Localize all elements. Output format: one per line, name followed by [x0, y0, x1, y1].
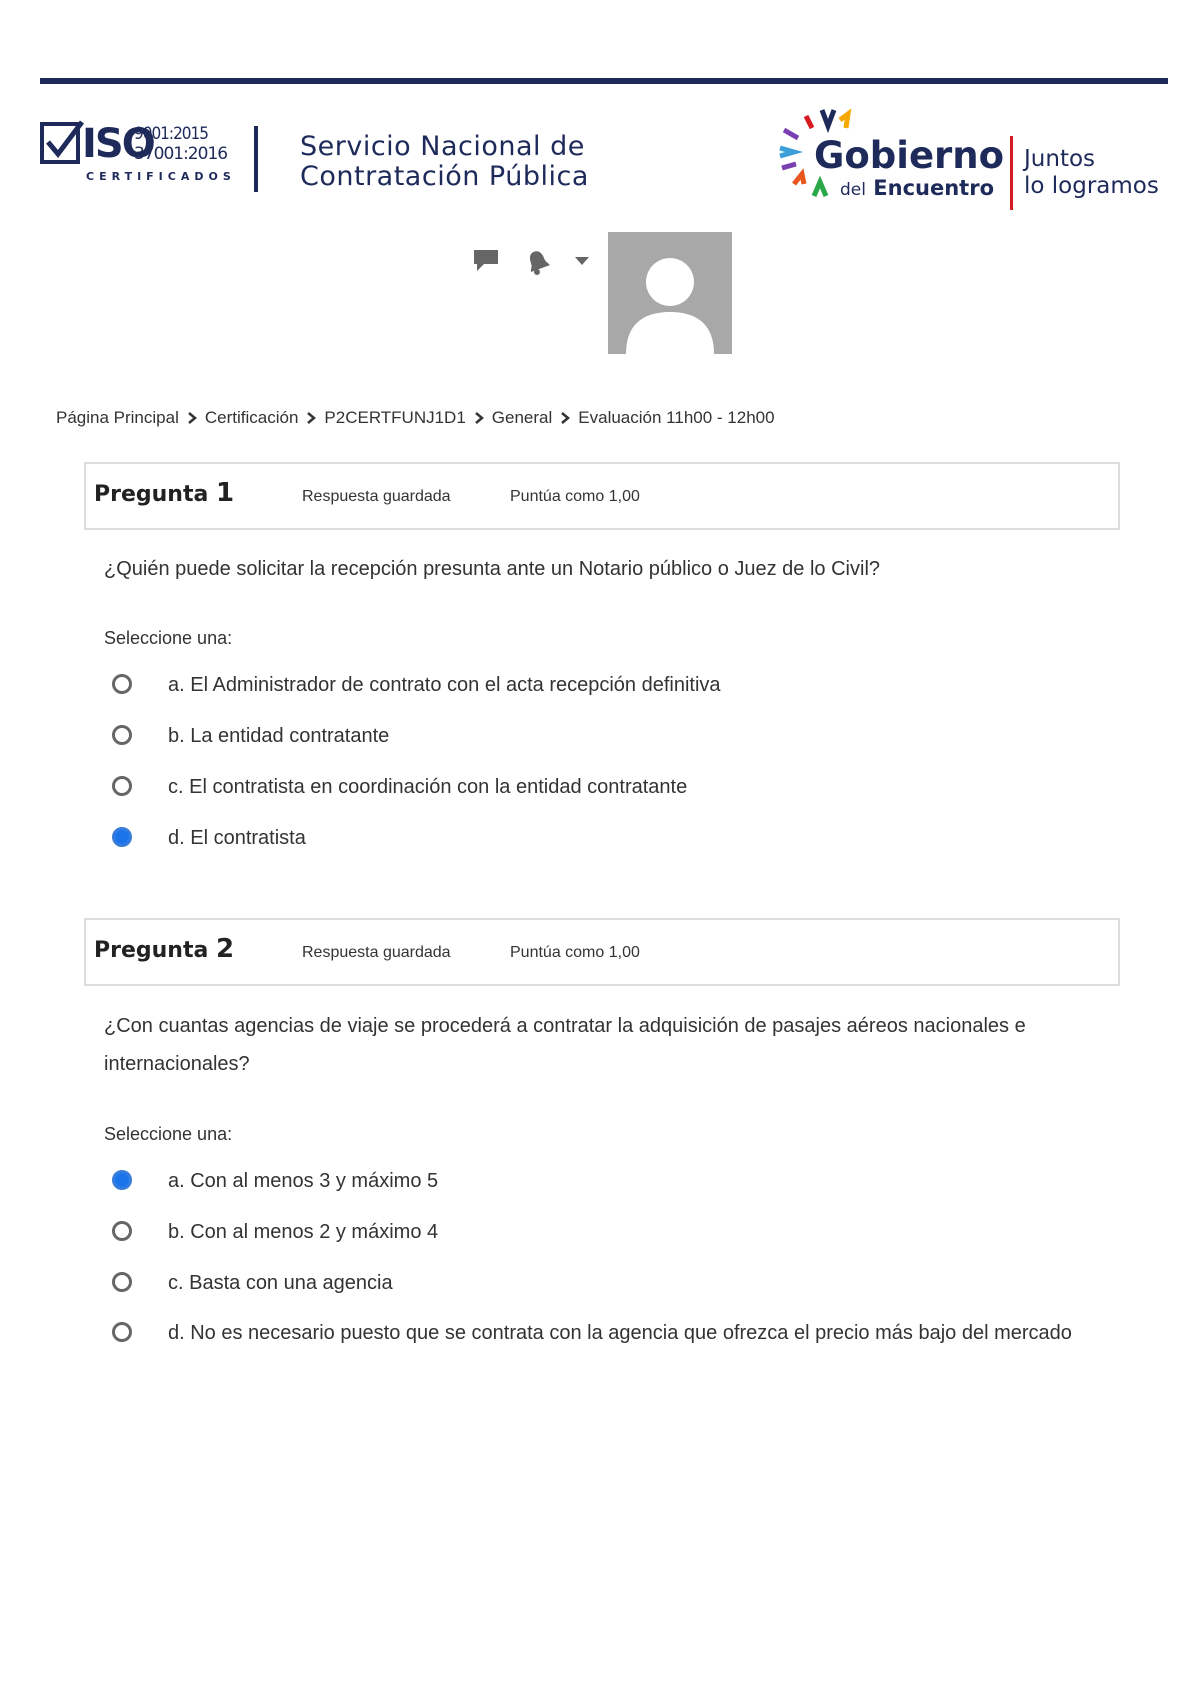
- option-label: d. No es necesario puesto que se contrata con la agencia que ofrezca el precio más bajo del mercado: [168, 1322, 1072, 1344]
- question-1-option-d[interactable]: [112, 823, 1092, 853]
- question-2-option-a[interactable]: [112, 1166, 1092, 1196]
- question-1-text: ¿Quién puede solicitar la recepción presunta ante un Notario público o Juez de lo Civil?: [104, 558, 881, 580]
- sercop-title-line2: Contratación Pública: [300, 161, 589, 192]
- gobierno-subtitle-name: Encuentro: [873, 176, 995, 200]
- sercop-title-line1: Servicio Nacional de: [300, 131, 585, 162]
- question-2-prompt: Seleccione una:: [104, 1124, 233, 1144]
- option-label: c. El contratista en coordinación con la entidad contratante: [168, 776, 688, 798]
- gobierno-title: Gobierno: [814, 134, 1005, 177]
- breadcrumb-certificacion[interactable]: Certificación: [204, 408, 299, 427]
- gobierno-slogan: [1024, 146, 1159, 200]
- iso-mark: ISO: [82, 121, 154, 167]
- question-1-info: [84, 462, 1120, 530]
- sercop-title: [300, 132, 640, 192]
- option-label: b. La entidad contratante: [168, 725, 390, 747]
- iso-logo: [40, 120, 236, 192]
- question-2-grade: Puntúa como 1,00: [510, 944, 640, 961]
- bell-icon[interactable]: [524, 248, 552, 276]
- question-2-title: [94, 934, 234, 966]
- breadcrumb-home[interactable]: Página Principal: [56, 408, 179, 427]
- question-number: 2: [216, 934, 235, 964]
- question-1-prompt: Seleccione una:: [104, 628, 233, 648]
- radio-button[interactable]: [112, 1272, 132, 1292]
- caret-down-icon[interactable]: [574, 256, 590, 266]
- user-avatar[interactable]: [608, 232, 732, 354]
- radio-button[interactable]: [112, 1221, 132, 1241]
- question-1-option-b[interactable]: [112, 721, 1092, 751]
- avatar-silhouette-icon: [608, 232, 732, 354]
- chevron-right-icon: [187, 412, 197, 424]
- question-1-state: Respuesta guardada: [302, 488, 451, 505]
- iso-standard-37001: 37001:2016: [134, 144, 228, 164]
- question-2-info: [84, 918, 1120, 986]
- header-divider: [254, 126, 258, 192]
- breadcrumb-evaluacion[interactable]: Evaluación 11h00 - 12h00: [578, 408, 775, 427]
- question-title-label: Pregunta: [94, 482, 209, 507]
- question-2-text: ¿Con cuantas agencias de viaje se procederá a contratar la adquisición de pasajes aéreos nacionales e internacionales?: [104, 1015, 1026, 1075]
- radio-button[interactable]: [112, 1322, 132, 1342]
- gobierno-divider: [1010, 136, 1013, 210]
- option-label: b. Con al menos 2 y máximo 4: [168, 1221, 439, 1243]
- option-label: d. El contratista: [168, 827, 306, 849]
- question-title-label: Pregunta: [94, 938, 209, 963]
- question-number: 1: [216, 478, 235, 508]
- chat-icon[interactable]: [472, 248, 500, 274]
- question-1-option-a[interactable]: [112, 670, 1092, 700]
- question-2-option-b[interactable]: [112, 1217, 1092, 1247]
- question-2-option-c[interactable]: [112, 1268, 1092, 1298]
- breadcrumb-general[interactable]: General: [491, 408, 553, 427]
- question-1-option-c[interactable]: [112, 772, 1092, 802]
- radio-button[interactable]: [112, 776, 132, 796]
- gobierno-slogan-line2: lo logramos: [1024, 173, 1159, 199]
- radio-button[interactable]: [112, 674, 132, 694]
- radio-button-selected[interactable]: [112, 1170, 132, 1190]
- radio-button[interactable]: [112, 725, 132, 745]
- gobierno-subtitle-del: del: [840, 180, 866, 200]
- question-1-grade: Puntúa como 1,00: [510, 488, 640, 505]
- top-rule: [40, 78, 1168, 84]
- question-2-option-d[interactable]: [112, 1318, 1092, 1348]
- question-1-title: [94, 478, 234, 510]
- option-label: a. El Administrador de contrato con el acta recepción definitiva: [168, 674, 721, 696]
- gobierno-subtitle: [840, 176, 994, 202]
- chevron-right-icon: [474, 412, 484, 424]
- gobierno-slogan-line1: Juntos: [1024, 146, 1096, 172]
- option-label: a. Con al menos 3 y máximo 5: [168, 1170, 439, 1192]
- radio-button-selected[interactable]: [112, 827, 132, 847]
- chevron-right-icon: [306, 412, 316, 424]
- breadcrumb-course[interactable]: P2CERTFUNJ1D1: [324, 408, 466, 427]
- iso-standard-9001: 9001:2015: [134, 124, 208, 144]
- chevron-right-icon: [560, 412, 570, 424]
- option-label: c. Basta con una agencia: [168, 1272, 393, 1294]
- breadcrumb: [56, 406, 775, 430]
- iso-certified-label: CERTIFICADOS: [86, 170, 236, 183]
- question-2-state: Respuesta guardada: [302, 944, 451, 961]
